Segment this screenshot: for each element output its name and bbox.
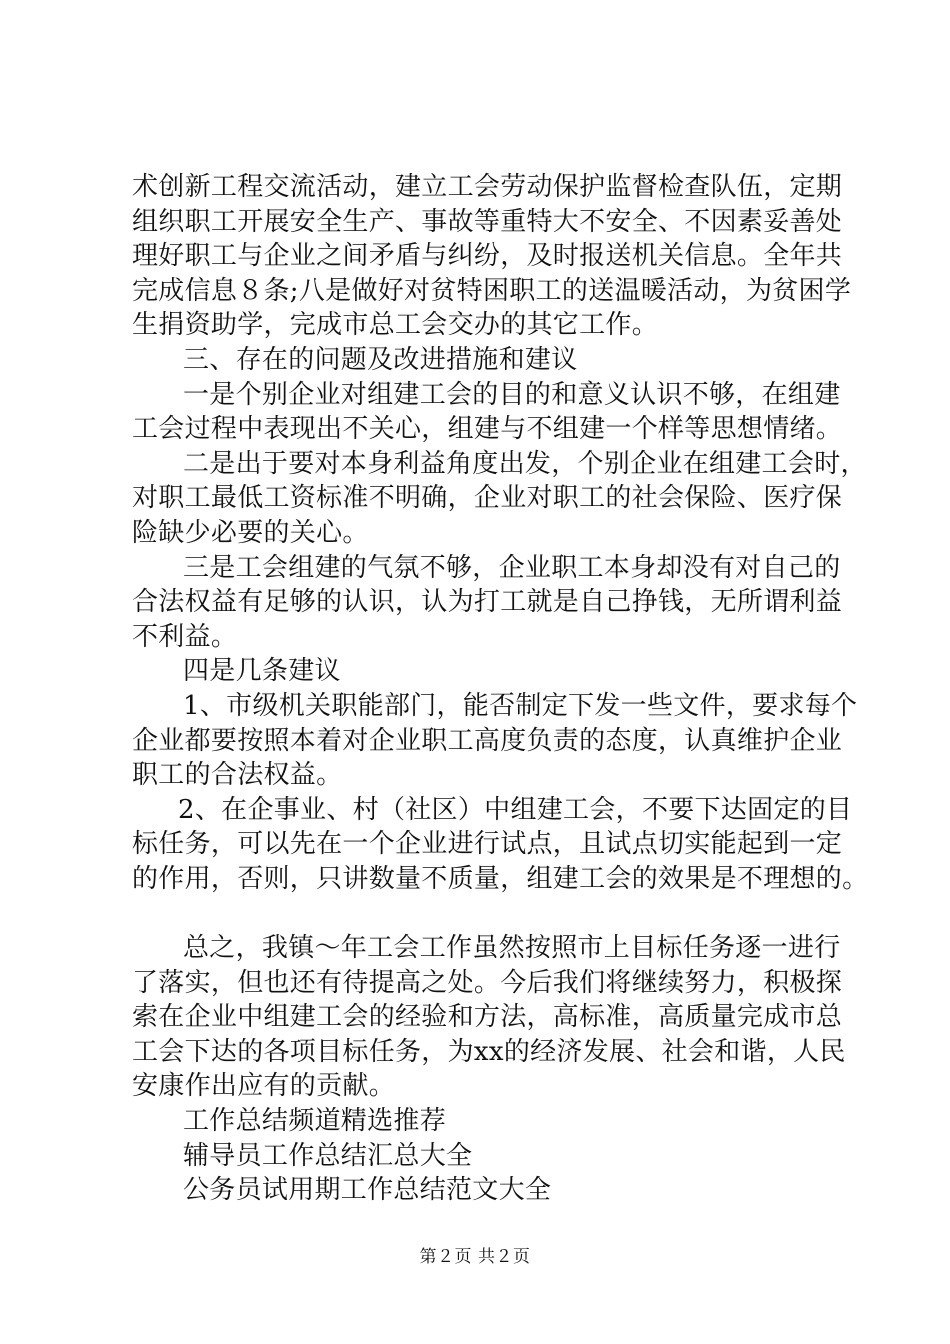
text-line: 企业都要按照本着对企业职工高度负责的态度，认真维护企业	[132, 725, 843, 756]
text-line: 不利益。	[132, 621, 238, 652]
paragraph-spacer	[132, 896, 842, 931]
text-line: 标任务，可以先在一个企业进行试点，且试点切实能起到一定	[132, 829, 843, 860]
recommend-heading: 工作总结频道精选推荐	[183, 1106, 447, 1137]
page-number-footer: 第２页 共２页	[419, 1247, 531, 1267]
text-line: 险缺少必要的关心。	[132, 517, 369, 548]
text-line: 二是出于要对本身利益角度出发，个别企业在组建工会时，	[183, 448, 867, 479]
text-line: 1、市级机关职能部门，能否制定下发一些文件，要求每个	[183, 690, 858, 721]
text-line: 理好职工与企业之间矛盾与纠纷，及时报送机关信息。全年共	[132, 241, 843, 272]
text-line: 了落实，但也还有待提高之处。今后我们将继续努力，积极探	[132, 967, 843, 998]
text-line: 对职工最低工资标准不明确，企业对职工的社会保险、医疗保	[132, 483, 843, 514]
text-line: 合法权益有足够的认识，认为打工就是自己挣钱，无所谓利益	[132, 587, 843, 618]
text-line: 职工的合法权益。	[132, 760, 343, 791]
text-line: 索在企业中组建工会的经验和方法，高标准，高质量完成市总	[132, 1002, 843, 1033]
text-line: 完成信息８条;八是做好对贫特困职工的送温暖活动，为贫困学	[132, 275, 852, 306]
recommend-link[interactable]: 公务员试用期工作总结范文大全	[183, 1175, 552, 1206]
section-heading: 四是几条建议	[183, 656, 341, 687]
section-heading: 三、存在的问题及改进措施和建议	[183, 344, 578, 375]
text-line: 一是个别企业对组建工会的目的和意义认识不够，在组建	[183, 379, 841, 410]
text-line: 安康作出应有的贡献。	[132, 1071, 396, 1102]
recommend-link[interactable]: 辅导员工作总结汇总大全	[183, 1140, 473, 1171]
text-line: 术创新工程交流活动，建立工会劳动保护监督检查队伍，定期	[132, 172, 843, 202]
text-line: 总之，我镇～年工会工作虽然按照市上目标任务逐一进行	[183, 933, 841, 964]
text-line: 三是工会组建的气氛不够，企业职工本身却没有对自己的	[183, 552, 841, 583]
text-line: 2、在企事业、村（社区）中组建工会，不要下达固定的目	[178, 794, 853, 825]
text-line: 生捐资助学，完成市总工会交办的其它工作。	[132, 310, 659, 341]
text-line: 的作用，否则，只讲数量不质量，组建工会的效果是不理想的。	[132, 863, 869, 894]
document-body	[132, 170, 869, 1208]
text-line: 工会下达的各项目标任务，为xx的经济发展、社会和谐，人民	[132, 1036, 846, 1067]
text-line: 组织职工开展安全生产、事故等重特大不安全、不因素妥善处	[132, 206, 843, 237]
text-line: 工会过程中表现出不关心，组建与不组建一个样等思想情绪。	[132, 414, 843, 445]
